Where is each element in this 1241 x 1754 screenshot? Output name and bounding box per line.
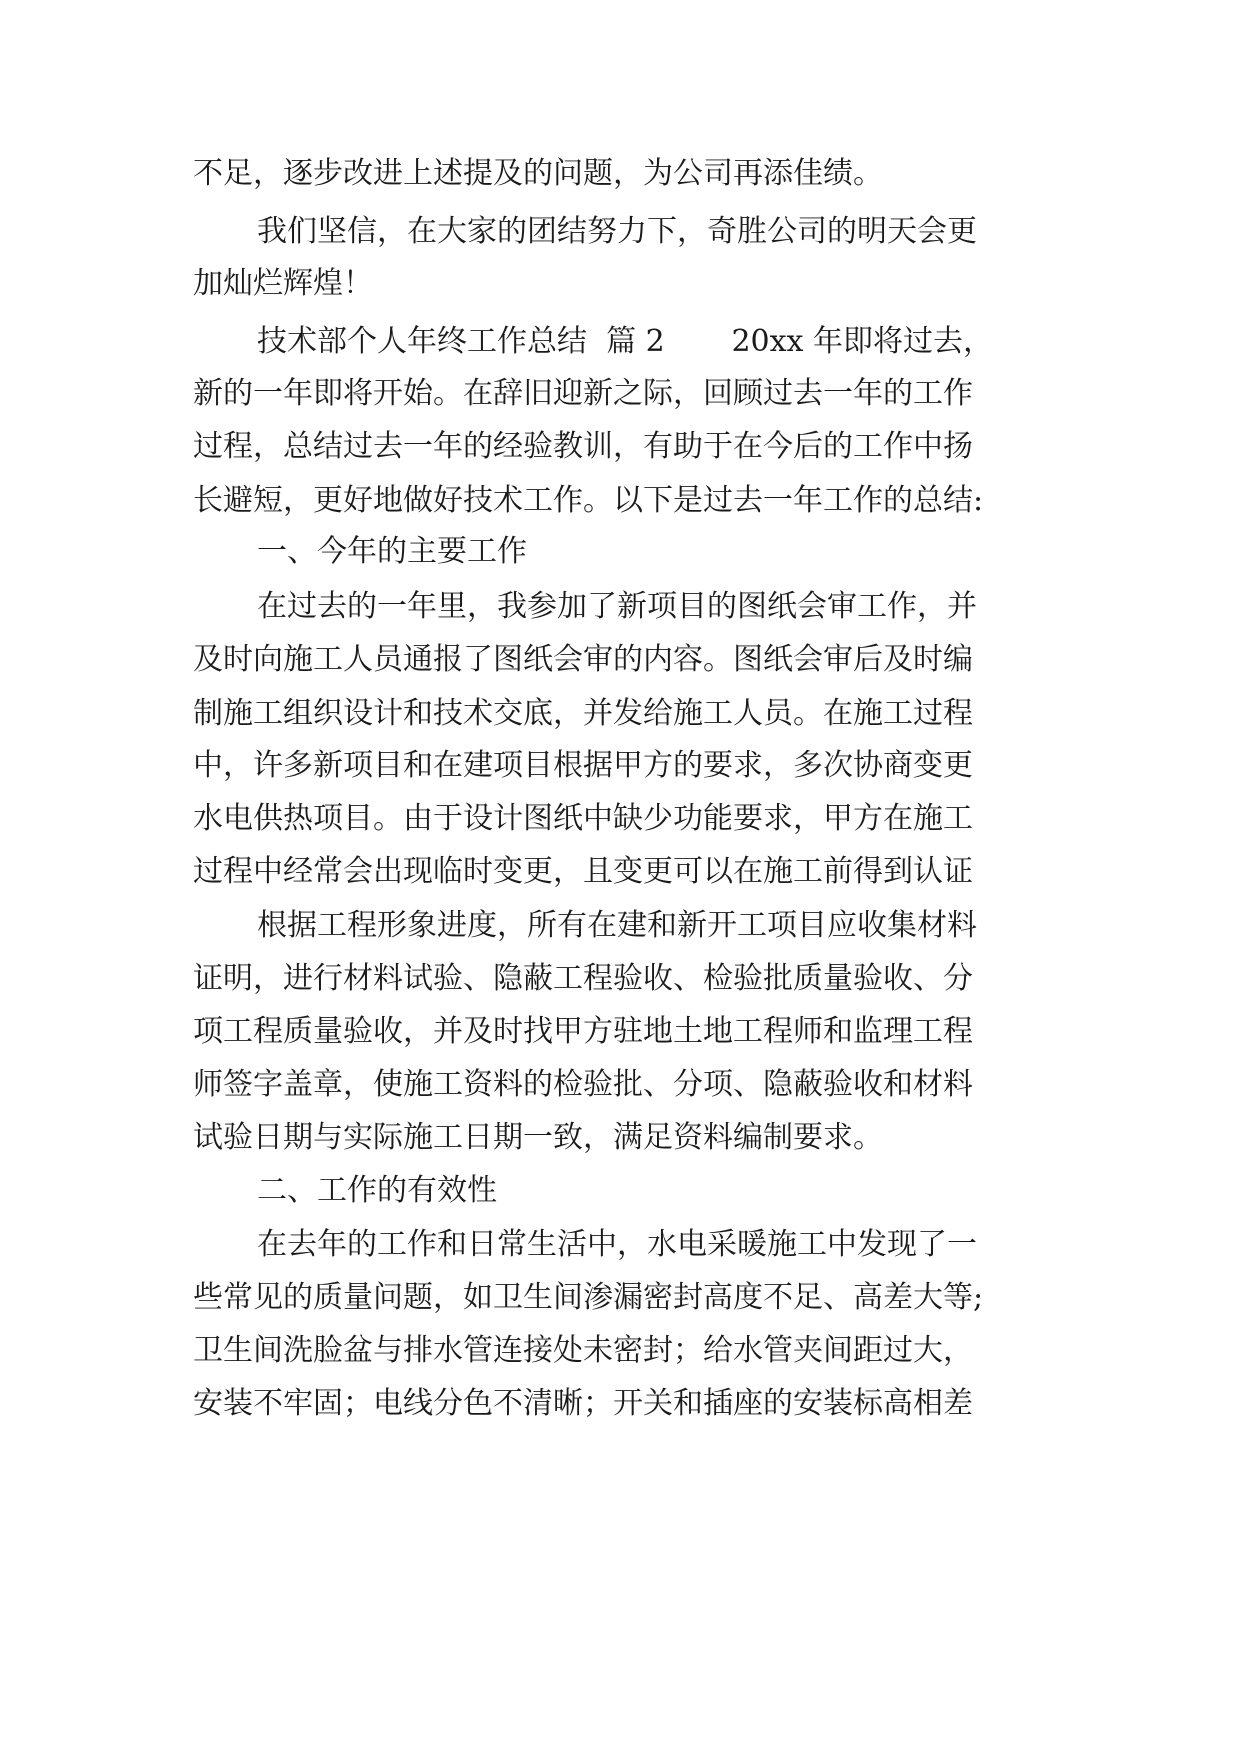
- text-line: 些常见的质量问题，如卫生间渗漏密封高度不足、高差大等;: [193, 1280, 984, 1315]
- text-line: 水电供热项目。由于设计图纸中缺少功能要求，甲方在施工: [193, 801, 973, 836]
- text-line: 中，许多新项目和在建项目根据甲方的要求，多次协商变更: [193, 748, 973, 783]
- text-line: 新的一年即将开始。在辞旧迎新之际，回顾过去一年的工作: [193, 376, 973, 411]
- text-line: 我们坚信，在大家的团结努力下，奇胜公司的明天会更: [257, 214, 977, 249]
- text-line: 在过去的一年里，我参加了新项目的图纸会审工作，并: [257, 589, 977, 624]
- subheading: 一、今年的主要工作: [257, 534, 527, 569]
- text-line: 不足，逐步改进上述提及的问题，为公司再添佳绩。: [193, 156, 883, 191]
- text-line: 安装不牢固；电线分色不清晰；开关和插座的安装标高相差: [193, 1386, 973, 1421]
- subheading: 二、工作的有效性: [257, 1173, 497, 1208]
- text-line: 卫生间洗脸盆与排水管连接处未密封；给水管夹间距过大，: [193, 1333, 973, 1368]
- text-line: 项工程质量验收，并及时找甲方驻地土地工程师和监理工程: [193, 1014, 973, 1049]
- text-line: 根据工程形象进度，所有在建和新开工项目应收集材料: [257, 908, 977, 943]
- text-line: 长避短，更好地做好技术工作。以下是过去一年工作的总结:: [193, 483, 984, 518]
- text-line: 加灿烂辉煌！: [193, 266, 373, 301]
- text-line: 过程中经常会出现临时变更，且变更可以在施工前得到认证: [193, 854, 973, 889]
- text-line: 过程，总结过去一年的经验教训，有助于在今后的工作中扬: [193, 429, 973, 464]
- text-line: 在去年的工作和日常生活中，水电采暖施工中发现了一: [257, 1227, 977, 1262]
- text-line: 试验日期与实际施工日期一致，满足资料编制要求。: [193, 1120, 883, 1155]
- text-line: 师签字盖章，使施工资料的检验批、分项、隐蔽验收和材料: [193, 1067, 973, 1102]
- section-heading: 技术部个人年终工作总结 篇 2 20xx 年即将过去，: [257, 324, 993, 359]
- text-line: 及时向施工人员通报了图纸会审的内容。图纸会审后及时编: [193, 642, 973, 677]
- text-line: 制施工组织设计和技术交底，并发给施工人员。在施工过程: [193, 696, 973, 731]
- text-line: 证明，进行材料试验、隐蔽工程验收、检验批质量验收、分: [193, 961, 973, 996]
